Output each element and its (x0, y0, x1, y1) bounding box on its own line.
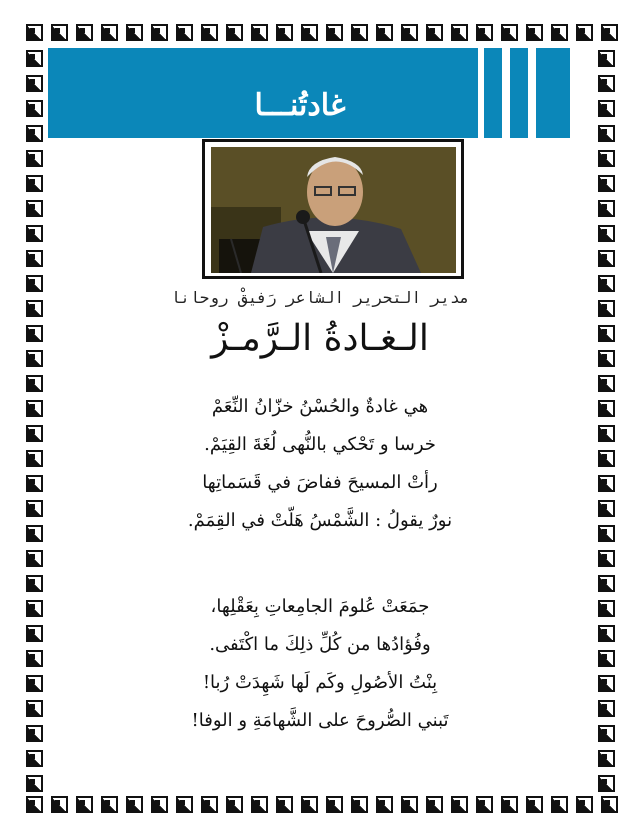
border-tile (26, 750, 43, 767)
border-tile (26, 400, 43, 417)
border-tile (598, 400, 615, 417)
border-tile (51, 796, 68, 813)
border-tile (26, 150, 43, 167)
border-tile (26, 675, 43, 692)
banner-stripe (484, 48, 502, 138)
border-tile (26, 550, 43, 567)
border-tile (501, 796, 518, 813)
border-tile (401, 796, 418, 813)
border-tile (598, 75, 615, 92)
border-tile (426, 796, 443, 813)
border-tile (251, 796, 268, 813)
border-tile (598, 450, 615, 467)
border-tile (26, 625, 43, 642)
border-tile (376, 796, 393, 813)
bottom-border (22, 792, 620, 818)
verse-line: جمَعَتْ عُلومَ الجامِعاتِ بِعَقْلِها، (210, 596, 430, 617)
border-tile (598, 625, 615, 642)
border-tile (26, 500, 43, 517)
border-tile (426, 24, 443, 41)
border-tile (276, 24, 293, 41)
border-tile (598, 200, 615, 217)
border-tile (101, 24, 118, 41)
border-tile (26, 725, 43, 742)
border-tile (401, 24, 418, 41)
portrait-photo (211, 147, 456, 273)
left-border (22, 46, 48, 792)
border-tile (76, 796, 93, 813)
border-tile (526, 24, 543, 41)
border-tile (26, 600, 43, 617)
border-tile (26, 350, 43, 367)
page-title: غادتُنـــا (254, 88, 346, 123)
border-tile (598, 700, 615, 717)
border-tile (598, 325, 615, 342)
border-tile (598, 750, 615, 767)
border-tile (598, 375, 615, 392)
border-tile (598, 575, 615, 592)
border-tile (26, 225, 43, 242)
border-tile (26, 525, 43, 542)
border-tile (598, 725, 615, 742)
border-tile (176, 24, 193, 41)
border-tile (26, 575, 43, 592)
border-tile (126, 796, 143, 813)
border-tile (501, 24, 518, 41)
border-tile (26, 24, 43, 41)
stanza-gap (120, 540, 520, 588)
border-tile (598, 500, 615, 517)
border-tile (576, 24, 593, 41)
verse-line: هي غادةٌ والحُسْنُ خزّانُ النِّعَمْ (211, 396, 429, 417)
portrait-frame (202, 139, 464, 279)
border-tile (376, 24, 393, 41)
border-tile (26, 796, 43, 813)
border-tile (598, 125, 615, 142)
photo-caption: مدير التحرير الشاعر رَفيقْ روحانا (170, 288, 470, 307)
border-tile (26, 125, 43, 142)
border-tile (601, 24, 618, 41)
border-tile (276, 796, 293, 813)
border-tile (226, 24, 243, 41)
border-tile (326, 24, 343, 41)
border-tile (576, 796, 593, 813)
border-tile (476, 796, 493, 813)
border-tile (451, 24, 468, 41)
portrait-illustration (211, 147, 456, 273)
border-tile (551, 24, 568, 41)
border-tile (26, 250, 43, 267)
border-tile (251, 24, 268, 41)
border-tile (101, 796, 118, 813)
border-tile (301, 24, 318, 41)
border-tile (598, 275, 615, 292)
border-tile (26, 300, 43, 317)
verse-line: خرسا و تَحْكي بالنُّهى لُغَةَ القِيَمْ. (204, 434, 436, 455)
border-tile (598, 650, 615, 667)
verse-line: نورٌ يقولُ : الشَّمْسُ هَلّتْ في القِمَمْ. (187, 510, 453, 531)
border-tile (598, 300, 615, 317)
border-tile (598, 550, 615, 567)
border-tile (26, 200, 43, 217)
verse-line: تَبني الصُّروحَ على الشَّهامَةِ و الوفا! (191, 710, 449, 731)
poem-title: الـغـادةُ الـرَّمـزْ (211, 318, 429, 359)
border-tile (598, 475, 615, 492)
border-tile (26, 775, 43, 792)
border-tile (301, 796, 318, 813)
border-tile (476, 24, 493, 41)
poem-body (120, 388, 520, 740)
border-tile (598, 525, 615, 542)
border-tile (598, 100, 615, 117)
verse-line: رأتْ المسيحَ ففاضَ في قَسَماتِها (202, 472, 438, 493)
border-tile (26, 75, 43, 92)
border-tile (598, 675, 615, 692)
border-tile (598, 600, 615, 617)
border-tile (601, 796, 618, 813)
border-tile (551, 796, 568, 813)
border-tile (151, 796, 168, 813)
verse-line: بِنْتُ الأصُولِ وكَم لَها شَهِدَتْ رُبا! (202, 672, 438, 693)
border-tile (326, 796, 343, 813)
border-tile (351, 24, 368, 41)
border-tile (26, 475, 43, 492)
border-tile (151, 24, 168, 41)
banner-stripe (510, 48, 528, 138)
border-tile (598, 150, 615, 167)
border-tile (598, 50, 615, 67)
border-tile (598, 425, 615, 442)
border-tile (351, 796, 368, 813)
border-tile (226, 796, 243, 813)
border-tile (26, 100, 43, 117)
border-tile (598, 175, 615, 192)
border-tile (598, 250, 615, 267)
border-tile (26, 450, 43, 467)
border-tile (26, 375, 43, 392)
border-tile (451, 796, 468, 813)
border-tile (126, 24, 143, 41)
border-tile (76, 24, 93, 41)
border-tile (26, 325, 43, 342)
top-border (22, 20, 620, 46)
border-tile (176, 796, 193, 813)
border-tile (26, 275, 43, 292)
border-tile (526, 796, 543, 813)
border-tile (26, 650, 43, 667)
border-tile (598, 225, 615, 242)
border-tile (26, 700, 43, 717)
border-tile (598, 775, 615, 792)
border-tile (201, 24, 218, 41)
border-tile (201, 796, 218, 813)
right-border (594, 46, 620, 792)
verse-line: وفُؤادُها من كُلِّ ذلِكَ ما اكْتَفى. (209, 634, 431, 655)
border-tile (26, 175, 43, 192)
banner-stripe (536, 48, 570, 138)
border-tile (598, 350, 615, 367)
border-tile (26, 425, 43, 442)
border-tile (51, 24, 68, 41)
border-tile (26, 50, 43, 67)
